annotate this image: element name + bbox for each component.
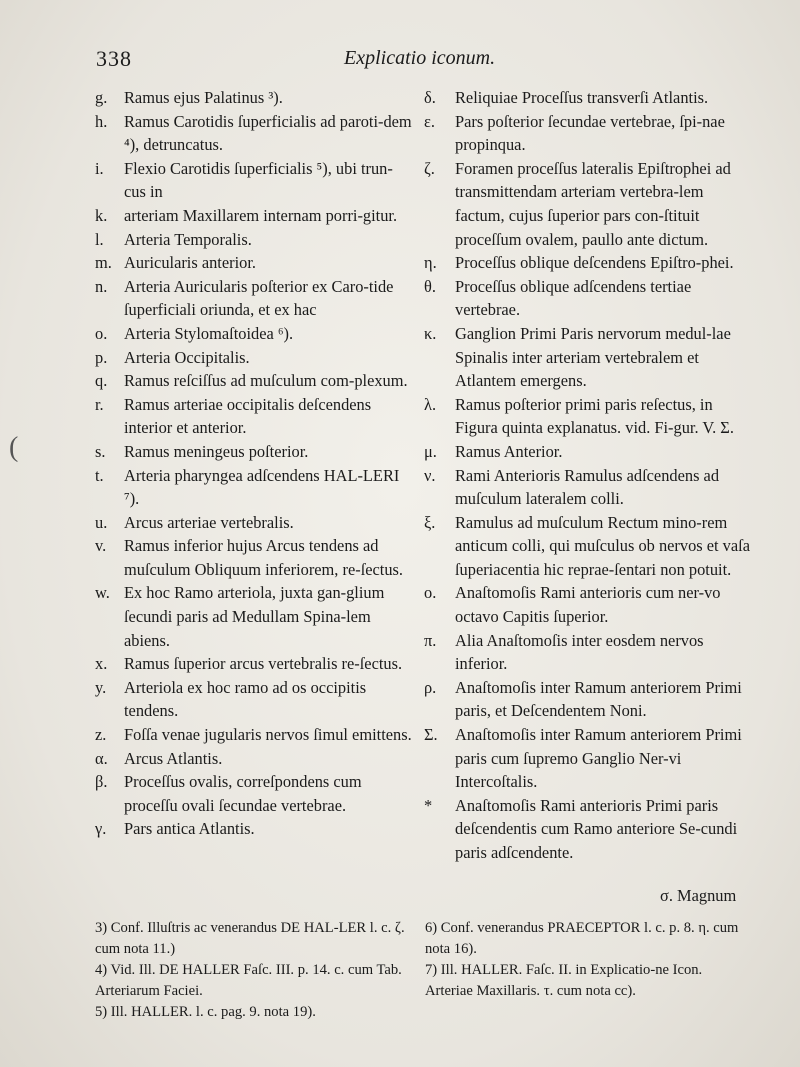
legend-entry <box>95 676 413 723</box>
legend-entry <box>424 723 754 794</box>
entry-text: Foſſa venae jugularis nervos ſimul emittens. <box>124 725 412 745</box>
entry-text: Ramulus ad muſculum Rectum mino-rem anticum colli, qui muſculus ob nervos et vaſa ſuperiacentia hic reprae-ſentari non potuit. <box>455 512 750 579</box>
entry-text: Pars poſterior ſecundae vertebrae, ſpi-nae propinqua. <box>455 111 725 155</box>
footnotes-right <box>425 918 750 1002</box>
entry-key: z. <box>95 725 107 745</box>
entry-text: Ramus poſterior primi paris reſectus, in Figura quinta explanatus. vid. Fi-gur. V. Σ. <box>455 394 734 438</box>
entry-key: κ. <box>424 323 437 343</box>
entry-text: Ramus reſciſſus ad muſculum com-plexum. <box>124 371 408 391</box>
footnotes-left <box>95 918 410 1023</box>
entry-text: Pars antica Atlantis. <box>124 819 255 839</box>
entry-key: ο. <box>424 583 437 603</box>
entry-key: n. <box>95 276 108 296</box>
legend-entry <box>95 369 413 393</box>
entry-text: arteriam Maxillarem internam porri-gitur. <box>124 205 398 225</box>
legend-entry <box>424 440 754 464</box>
entry-key: w. <box>95 583 110 603</box>
entry-key: i. <box>95 158 104 178</box>
entry-key: η. <box>424 253 437 273</box>
entry-text: Flexio Carotidis ſuperficialis ⁵), ubi trun-cus in <box>124 158 393 202</box>
legend-entry <box>95 251 413 275</box>
footnote: 4) Vid. Ill. DE HALLER Faſc. III. p. 14. c. cum Tab. Arteriarum Faciei. <box>95 962 402 999</box>
entry-text: Rami Anterioris Ramulus adſcendens ad muſculum lateralem colli. <box>455 465 720 509</box>
entry-text: Ramus Anterior. <box>455 441 563 461</box>
legend-entry <box>424 322 754 393</box>
entry-key: r. <box>95 394 104 414</box>
entry-key: ρ. <box>424 677 437 697</box>
entry-key: k. <box>95 205 108 225</box>
entry-text: Proceſſus ovalis, correſpondens cum proceſſu ovali ſecundae vertebrae. <box>124 772 362 815</box>
legend-entry <box>424 157 754 251</box>
entry-key: q. <box>95 371 108 391</box>
entry-text: Anaſtomoſis inter Ramum anteriorem Primi paris, et Deſcendentem Noni. <box>455 677 742 721</box>
entry-text: Ramus Carotidis ſuperficialis ad paroti-dem ⁴), detruncatus. <box>124 111 412 155</box>
legend-entry <box>424 794 754 865</box>
entry-key: v. <box>95 536 107 556</box>
right-column <box>424 86 754 865</box>
margin-mark: ( <box>9 432 19 463</box>
legend-entry <box>95 157 413 204</box>
entry-key: ζ. <box>424 158 435 178</box>
legend-entry <box>95 464 413 511</box>
legend-entry <box>424 110 754 157</box>
footnote: 3) Conf. Illuſtris ac venerandus DE HAL-LER l. c. ζ. cum nota 11.) <box>95 920 405 957</box>
legend-entry <box>424 629 754 676</box>
entry-key: Σ. <box>424 725 438 745</box>
entry-key: δ. <box>424 88 436 107</box>
entry-text: Anaſtomoſis Rami anterioris cum ner-vo octavo Capitis ſuperior. <box>455 583 721 627</box>
entry-text: Proceſſus oblique adſcendens tertiae vertebrae. <box>455 276 692 320</box>
legend-entry <box>95 770 413 817</box>
page-number: 338 <box>96 46 132 71</box>
entry-text: Arteriola ex hoc ramo ad os occipitis tendens. <box>124 677 367 721</box>
entry-key: π. <box>424 630 437 650</box>
entry-text: Arteria Stylomaſtoidea ⁶). <box>124 323 294 343</box>
legend-entry <box>95 204 413 228</box>
legend-entry <box>424 251 754 275</box>
entry-key: o. <box>95 323 108 343</box>
legend-entry <box>424 511 754 582</box>
entry-text: Arteria Temporalis. <box>124 229 252 249</box>
entry-text: Anaſtomoſis inter Ramum anteriorem Primi paris cum ſupremo Ganglio Ner-vi Intercoſtalis. <box>455 725 742 792</box>
entry-key: ε. <box>424 111 435 131</box>
entry-text: Ganglion Primi Paris nervorum medul-lae Spinalis inter arteriam vertebralem et Atlantem emergens. <box>455 323 731 391</box>
entry-key: β. <box>95 772 108 792</box>
entry-text: Ex hoc Ramo arteriola, juxta gan-glium ſecundi paris ad Medullam Spina-lem abiens. <box>124 583 385 650</box>
legend-entry <box>95 534 413 581</box>
entry-key: u. <box>95 512 108 532</box>
legend-entry <box>95 440 413 464</box>
entry-text: Auricularis anterior. <box>124 253 256 273</box>
legend-entry <box>95 652 413 676</box>
entry-key: γ. <box>95 819 107 839</box>
trailing-word: σ. Magnum <box>660 886 737 905</box>
entry-key: λ. <box>424 394 437 414</box>
legend-entry <box>95 817 413 841</box>
legend-entry <box>424 676 754 723</box>
entry-text: Reliquiae Proceſſus transverſi Atlantis. <box>455 88 709 107</box>
footnote: 6) Conf. venerandus PRAECEPTOR l. c. p. 8. η. cum nota 16). <box>425 920 739 957</box>
entry-key: s. <box>95 441 106 461</box>
entry-text: Anaſtomoſis Rami anterioris Primi paris deſcendentis cum Ramo anteriore Se-cundi paris adſcendente. <box>455 795 738 862</box>
entry-text: Arteria Auricularis poſterior ex Caro-tide ſuperficiali oriunda, et ex hac <box>124 276 394 320</box>
legend-entry <box>424 581 754 628</box>
entry-text: Proceſſus oblique deſcendens Epiſtro-phei. <box>455 253 734 273</box>
entry-text: Ramus inferior hujus Arcus tendens ad muſculum Obliquum inferiorem, re-ſectus. <box>124 536 404 579</box>
page-header <box>96 46 746 76</box>
legend-entry <box>95 723 413 747</box>
entry-text: Ramus ſuperior arcus vertebralis re-ſectus. <box>124 654 403 674</box>
legend-entry <box>95 86 413 110</box>
legend-entry <box>95 346 413 370</box>
entry-key: μ. <box>424 441 437 461</box>
entry-key: l. <box>95 229 104 249</box>
entry-key: x. <box>95 654 108 674</box>
left-column <box>95 86 413 841</box>
legend-entry <box>424 275 754 322</box>
entry-text: Arteria Occipitalis. <box>124 347 250 367</box>
entry-text: Alia Anaſtomoſis inter eosdem nervos inferior. <box>455 630 704 674</box>
entry-text: Arcus Atlantis. <box>124 748 223 768</box>
entry-text: Foramen proceſſus lateralis Epiſtrophei ad transmittendam arteriam vertebra-lem factum, cujus ſuperior pars con-ſtituit proceſſum ovalem, paullo ante dictum. <box>455 158 731 249</box>
entry-key: t. <box>95 465 104 485</box>
entry-text: Ramus meningeus poſterior. <box>124 441 309 461</box>
legend-entry <box>95 275 413 322</box>
legend-entry <box>95 511 413 535</box>
entry-key: h. <box>95 111 108 131</box>
entry-text: Ramus arteriae occipitalis deſcendens interior et anterior. <box>124 394 372 438</box>
legend-entry <box>95 322 413 346</box>
legend-entry <box>424 393 754 440</box>
entry-key: ξ. <box>424 512 436 532</box>
footnote: 5) Ill. HALLER. l. c. pag. 9. nota 19). <box>95 1004 316 1020</box>
entry-text: Arcus arteriae vertebralis. <box>124 512 294 532</box>
legend-entry <box>424 86 754 110</box>
footnote: 7) Ill. HALLER. Faſc. II. in Explicatio-ne Icon. Arteriae Maxillaris. τ. cum nota cc). <box>425 962 703 999</box>
entry-key: ν. <box>424 465 436 485</box>
entry-text: Ramus ejus Palatinus ³). <box>124 88 283 107</box>
legend-entry <box>95 228 413 252</box>
legend-entry <box>424 464 754 511</box>
entry-key: y. <box>95 677 107 697</box>
entry-key: m. <box>95 253 112 273</box>
legend-entry <box>95 581 413 652</box>
entry-text: Arteria pharyngea adſcendens HAL-LERI ⁷). <box>124 465 400 509</box>
entry-key: g. <box>95 88 108 107</box>
entry-key: θ. <box>424 276 436 296</box>
legend-entry <box>95 110 413 157</box>
entry-key: * <box>424 795 433 815</box>
legend-entry <box>95 393 413 440</box>
legend-entry <box>95 747 413 771</box>
entry-key: α. <box>95 748 108 768</box>
entry-key: p. <box>95 347 108 367</box>
running-head: Explicatio iconum. <box>344 47 496 69</box>
